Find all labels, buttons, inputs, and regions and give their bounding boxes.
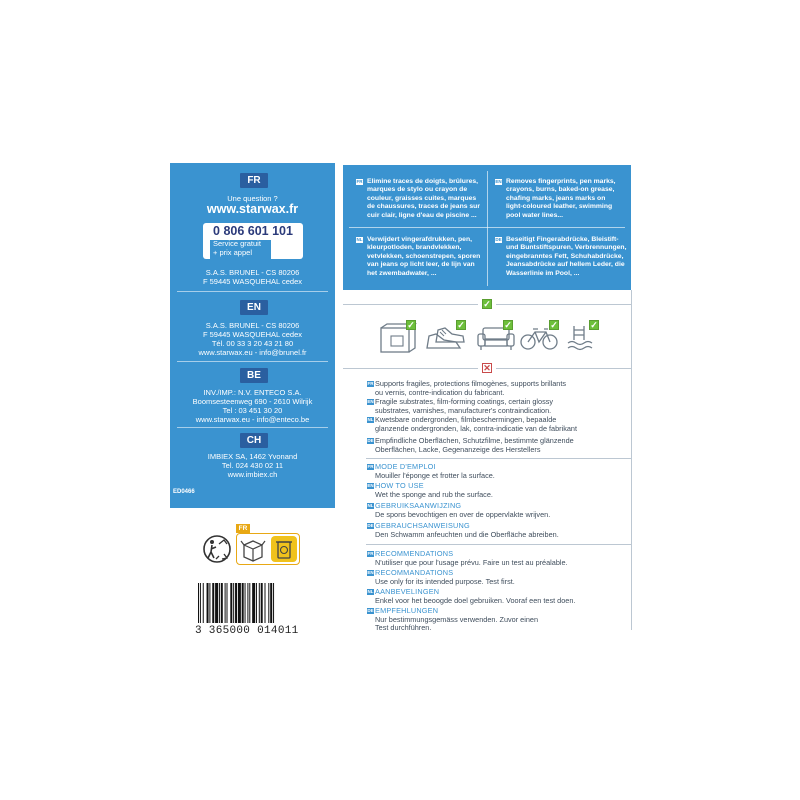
feature-line: Removes fingerprints, pen marks, (506, 178, 616, 185)
barcode-bar (249, 583, 250, 623)
warning-line: glanzende ondergronden, lak, contra-indicatie van de fabrikant (375, 423, 578, 433)
feature-de (495, 236, 627, 278)
barcode-bar (252, 583, 255, 623)
feature-line: cuir clair, ligne d'eau de piscine ... (367, 211, 477, 219)
barcode-bar (225, 583, 226, 623)
barcode-bar (270, 583, 272, 623)
section-divider (366, 458, 632, 459)
contact-panel (170, 163, 335, 508)
ch-line-2: Tel. 024 430 02 11 (221, 461, 284, 470)
country-badge-fr: FR (240, 173, 268, 188)
lang-tag: EN (367, 399, 374, 404)
barcode-bar (242, 583, 244, 623)
not-suitable-cross-icon: ✕ (483, 363, 491, 373)
warning-line: ou vernis, contre-indication du fabricant. (375, 387, 505, 397)
feature-line: couleur, graisses cuites, marques (367, 194, 477, 202)
barcode-bar (265, 583, 266, 623)
divider (177, 361, 328, 362)
barcode-bar (268, 583, 269, 623)
recycle-bin-icon (270, 535, 298, 563)
service-line-2: + prix appel (213, 247, 252, 257)
barcode-bar (273, 583, 274, 623)
lang-tag: NL (367, 589, 374, 594)
frame-line (496, 304, 632, 305)
lang-tag-en: EN (495, 179, 502, 184)
barcode-bar (203, 583, 204, 623)
reco-heading: RECOMMENDATIONS (375, 549, 454, 558)
barcode-bar (247, 583, 248, 623)
question-label: Une question ? (227, 194, 278, 203)
usage-heading: MODE D'EMPLOI (375, 462, 436, 471)
lang-tag-de: DE (495, 237, 502, 242)
reco-line: N'utiliser que pour l'usage prévu. Faire un test au préalable. (375, 557, 568, 567)
feature-line: Verwijdert vingerafdrukken, pen, (367, 236, 473, 243)
section-divider (366, 544, 632, 545)
reco-en (367, 568, 635, 586)
lang-tag: FR (367, 381, 374, 386)
barcode-bar (235, 583, 237, 623)
warning-line: substrates, varnishes, manufacturer's contraindication. (375, 405, 552, 415)
usage-line: Wet the sponge and rub the surface. (375, 489, 493, 499)
en-line-1: S.A.S. BRUNEL - CS 80206 (205, 321, 300, 330)
barcode-bar (230, 583, 232, 623)
feature-line: und Buntstiftspuren, Verbrennungen, (506, 244, 627, 252)
feature-line: crayons, burns, baked-on grease, (506, 186, 615, 194)
lang-tag: DE (367, 438, 374, 443)
feature-line: Wasserlinie im Pool, ... (506, 269, 580, 277)
barcode-bar (200, 583, 201, 623)
be-line-2: Boomsesteenweg 690 - 2610 Wilrijk (192, 397, 313, 406)
box-icon (240, 536, 266, 562)
phone-number[interactable]: 0 806 601 101 (213, 224, 293, 238)
usage-line: Den Schwamm anfeuchten und die Oberfläche abreiben. (375, 529, 559, 539)
barcode-bar (219, 583, 220, 623)
warning-line: Oberflächen, Lacke, Gegenanzeige des Herstellers (375, 444, 541, 454)
lang-tag: NL (367, 417, 374, 422)
warning-line: Fragile substrates, film-forming coatings, certain glossy (375, 397, 554, 406)
warning-en (367, 397, 635, 415)
feature-line: chafing marks, jeans marks on (506, 194, 606, 202)
warning-nl (367, 415, 635, 433)
check-icon: ✓ (407, 320, 415, 330)
barcode-bar (227, 583, 228, 623)
feature-line: Jeansabdrücke auf hellem Leder, die (506, 261, 625, 269)
feature-line: de chaussures, traces de jeans sur (367, 203, 480, 211)
check-icon: ✓ (550, 320, 558, 330)
usage-heading: GEBRAUCHSANWEISUNG (375, 521, 470, 530)
check-icon: ✓ (504, 320, 512, 330)
feature-line: het zwembadwater, ... (367, 269, 437, 277)
fr-company-line-1: S.A.S. BRUNEL - CS 80206 (205, 268, 300, 277)
service-line-1: Service gratuit (213, 239, 261, 248)
suitable-check-icon: ✓ (483, 299, 491, 309)
frame-line (496, 368, 632, 369)
be-line-1: INV./IMP.: N.V. ENTECO S.A. (203, 388, 302, 397)
divider (487, 171, 488, 286)
country-badge-en: EN (240, 300, 268, 315)
barcode-bar (212, 583, 214, 623)
usage-de (367, 521, 635, 539)
barcode-bar (245, 583, 246, 623)
barcode (198, 583, 294, 623)
lang-tag-nl: NL (356, 237, 363, 242)
product-code: ED0466 (173, 489, 195, 495)
divider (177, 427, 328, 428)
service-tag (210, 240, 271, 259)
barcode-bar (207, 583, 209, 623)
feature-line: pool water lines... (506, 211, 564, 219)
check-icon: ✓ (590, 320, 598, 330)
usage-heading: GEBRUIKSAANWIJZING (375, 501, 462, 510)
reco-fr (367, 549, 635, 567)
warning-de (367, 436, 635, 454)
be-line-3: Tel : 03 451 30 20 (222, 406, 283, 415)
recycle-badge-fr: FR (236, 524, 250, 533)
warning-line: Kwetsbare ondergronden, filmbeschermingen, bepaalde (375, 415, 557, 424)
reco-heading: RECOMMANDATIONS (375, 568, 454, 577)
usage-heading: HOW TO USE (375, 481, 424, 490)
feature-en (495, 178, 616, 220)
barcode-bar (256, 583, 257, 623)
barcode-bar (261, 583, 263, 623)
ch-line-1: IMBIEX SA, 1462 Yvonand (207, 452, 298, 461)
lang-tag-fr: FR (356, 179, 363, 184)
warning-line: Supports fragiles, protections filmogènes, supports brillants (375, 379, 567, 388)
country-badge-be: BE (240, 368, 268, 383)
frame-line (343, 304, 478, 305)
feature-nl (356, 236, 481, 278)
en-line-2: F 59445 WASQUEHAL cedex (202, 330, 303, 339)
usage-fr (367, 462, 635, 480)
reco-heading: AANBEVELINGEN (375, 587, 440, 596)
warning-line: Empfindliche Oberflächen, Schutzfilme, bestimmte glänzende (375, 436, 574, 445)
lang-tag: FR (367, 464, 374, 469)
barcode-bar (198, 583, 199, 623)
reco-line: Use only for its intended purpose. Test first. (375, 576, 515, 586)
feature-line: Elimine traces de doigts, brûlures, (367, 178, 479, 185)
feature-line: light-coloured leather, swimming (506, 203, 613, 211)
feature-line: Beseitigt Fingerabdrücke, Bleistift- (506, 236, 619, 243)
barcode-bar (238, 583, 241, 623)
feature-fr (356, 178, 480, 220)
lang-tag: NL (367, 503, 374, 508)
lang-tag: DE (367, 523, 374, 528)
lang-tag: FR (367, 551, 374, 556)
en-line-3: Tél. 00 33 3 20 43 21 80 (211, 339, 294, 348)
usage-nl (367, 501, 635, 519)
lang-tag: EN (367, 483, 374, 488)
fr-company-line-2: F 59445 WASQUEHAL cedex (202, 277, 303, 286)
reco-line: Test durchführen. (375, 623, 432, 633)
reco-line: Enkel voor het beoogde doel gebruiken. Vooraf een test doen. (375, 595, 576, 605)
reco-line: Nur bestimmungsgemäss verwenden. Zuvor einen (375, 614, 539, 624)
features-box (343, 165, 631, 290)
usage-en (367, 481, 635, 499)
warning-fr (367, 379, 635, 397)
feature-line: marques de stylo ou crayon de (367, 186, 468, 194)
reco-nl (367, 587, 635, 605)
reco-heading: EMPFEHLUNGEN (375, 606, 439, 615)
lang-tag: EN (367, 570, 374, 575)
feature-line: eingebranntes Fett, Schuhabdrücke, (506, 252, 624, 260)
feature-line: van jeans op licht leer, de lijn van (367, 261, 475, 269)
country-badge-ch: CH (240, 433, 268, 448)
lang-tag: DE (367, 608, 374, 613)
divider (177, 291, 328, 292)
be-line-4[interactable]: www.starwax.eu - info@enteco.be (195, 415, 310, 424)
barcode-bar (209, 583, 210, 623)
barcode-number: 3 365000 014011 (195, 625, 299, 637)
reco-de (367, 606, 635, 633)
barcode-bar (259, 583, 260, 623)
phone-box (203, 223, 303, 259)
website-link[interactable]: www.starwax.fr (206, 202, 299, 216)
feature-line: kleurpotloden, brandvlekken, (367, 244, 462, 252)
check-icon: ✓ (457, 320, 465, 330)
ch-line-3[interactable]: www.imbiex.ch (227, 470, 278, 479)
frame-line (343, 368, 478, 369)
usage-line: Mouiller l'éponge et frotter la surface. (375, 470, 495, 480)
triman-icon (202, 534, 234, 564)
barcode-bar (233, 583, 234, 623)
en-line-4[interactable]: www.starwax.eu - info@brunel.fr (198, 348, 307, 357)
usage-line: De spons bevochtigen en over de oppervlakte wrijven. (375, 509, 551, 519)
barcode-bar (215, 583, 218, 623)
feature-line: vetvlekken, schoenstrepen, sporen (367, 252, 481, 260)
barcode-bar (221, 583, 223, 623)
